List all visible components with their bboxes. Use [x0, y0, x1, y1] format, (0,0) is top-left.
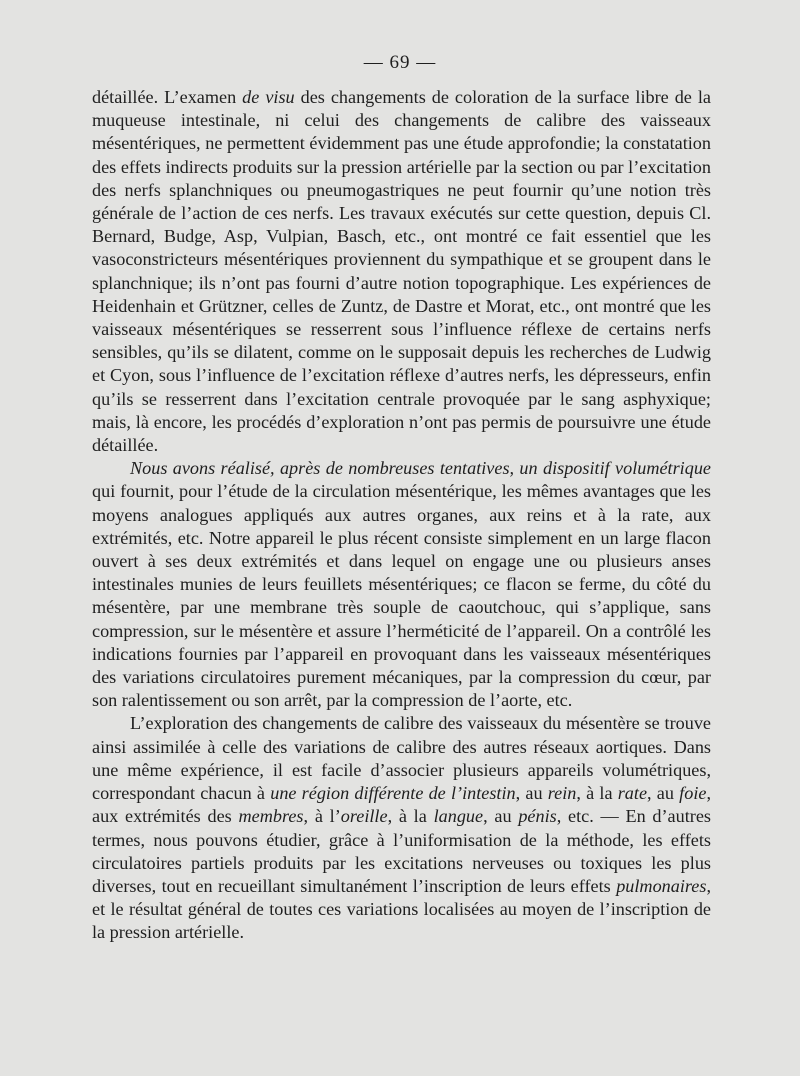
text-run: , à la [576, 783, 618, 804]
italic-text: foie [679, 783, 707, 804]
text-run: , aux extrémités des [92, 783, 711, 827]
body-text [92, 86, 711, 945]
italic-text: rate [617, 783, 648, 804]
paragraph [92, 457, 711, 712]
italic-text: langue [433, 806, 484, 827]
italic-text: de visu [242, 87, 295, 107]
text-run: détaillée. L’examen [92, 87, 243, 107]
italic-text: une région différente de l’intestin [270, 783, 516, 804]
text-run: , à l’ [303, 806, 341, 827]
text-run: , au [483, 806, 519, 827]
text-run: qui fournit, pour l’étude de la circulation mésentérique, les mêmes avantages que les moyens analogues appliqués aux autres organes, aux reins et à la rate, aux extrémités, etc. Notre appareil le plus récent consiste simplement en un large flacon ouvert à ses deux extrémités et dans lequel on engage une ou plusieurs anses intestinales munies de leurs feuillets mésentériques; ce flacon se ferme, du côté du mésentère, par une membrane très souple de caoutchouc, qui s’applique, sans compression, sur le mésentère et assure l’herméticité de l’appareil. On a contrôlé les indications fournies par l’appareil en provoquant dans les vaisseaux mésentériques des variations circulatoires purement mécaniques, par la compression du cœur, par son ralentissement ou son arrêt, par la compression de l’aorte, etc. [92, 481, 711, 711]
page-number: — 69 — [363, 52, 437, 73]
italic-text: Nous avons réalisé, après de nombreuses tentatives, un dispositif volumétrique [130, 458, 711, 479]
italic-text: pulmonaires [616, 875, 707, 896]
italic-text: rein [547, 783, 577, 804]
paragraph [92, 86, 711, 457]
text-run: , à la [387, 806, 434, 827]
text-run: , au [515, 783, 548, 804]
text-run: L’exploration des changements de calibre des vaisseaux du mésentère se trouve ainsi assimilée à celle des variations de calibre des autres réseaux aortiques. Dans une même expérience, il est facile d’associer plusieurs appareils volumétriques, correspondant chacun à [92, 713, 711, 804]
text-run: , au [647, 783, 680, 804]
italic-text: oreille [340, 806, 388, 827]
text-run: des changements de coloration de la surface libre de la muqueuse intestinale, ni celui des changements de calibre des vaisseaux mésentériques, ne permettent évidemment pas une étude approfondie; la constatation des effets indirects produits sur la pression artérielle par la section ou par l’excitation des nerfs splanchniques ou pneumogastriques ne peut fournir qu’une notion très générale de l’action de ces nerfs. Les travaux exécutés sur cette question, depuis Cl. Bernard, Budge, Asp, Vulpian, Basch, etc., ont montré ce fait essentiel que les vasoconstricteurs mésentériques proviennent du sympathique et se groupent dans le splanchnique; ils n’ont pas fourni d’autre notion topographique. Les expériences de Heidenhain et Grützner, celles de Zuntz, de Dastre et Morat, etc., ont montré que les vaisseaux mésentériques se resserrent sous l’influence réflexe de certains nerfs sensibles, qu’ils se dilatent, comme on le supposait depuis les recherches de Ludwig et Cyon, sous l’influence de l’excitation réflexe d’autres nerfs, les dépresseurs, enfin qu’ils se resserrent dans l’excitation centrale provoquée par le sang asphyxique; mais, là encore, les procédés d’exploration n’ont pas permis de poursuivre une étude détaillée. [92, 87, 711, 456]
text-run: , et le résultat général de toutes ces variations localisées au moyen de l’inscription de la pression artérielle. [92, 875, 711, 943]
paragraph [92, 712, 711, 944]
italic-text: pénis [518, 806, 557, 827]
italic-text: membres [238, 806, 304, 827]
text-run: , etc. — En d’autres termes, nous pouvons étudier, grâce à l’uniformisation de la méthode, les effets circulatoires partiels produits par les excitations nerveuses ou toxiques les plus diverses, tout en recueillant simultanément l’inscription de leurs effets [92, 806, 711, 896]
